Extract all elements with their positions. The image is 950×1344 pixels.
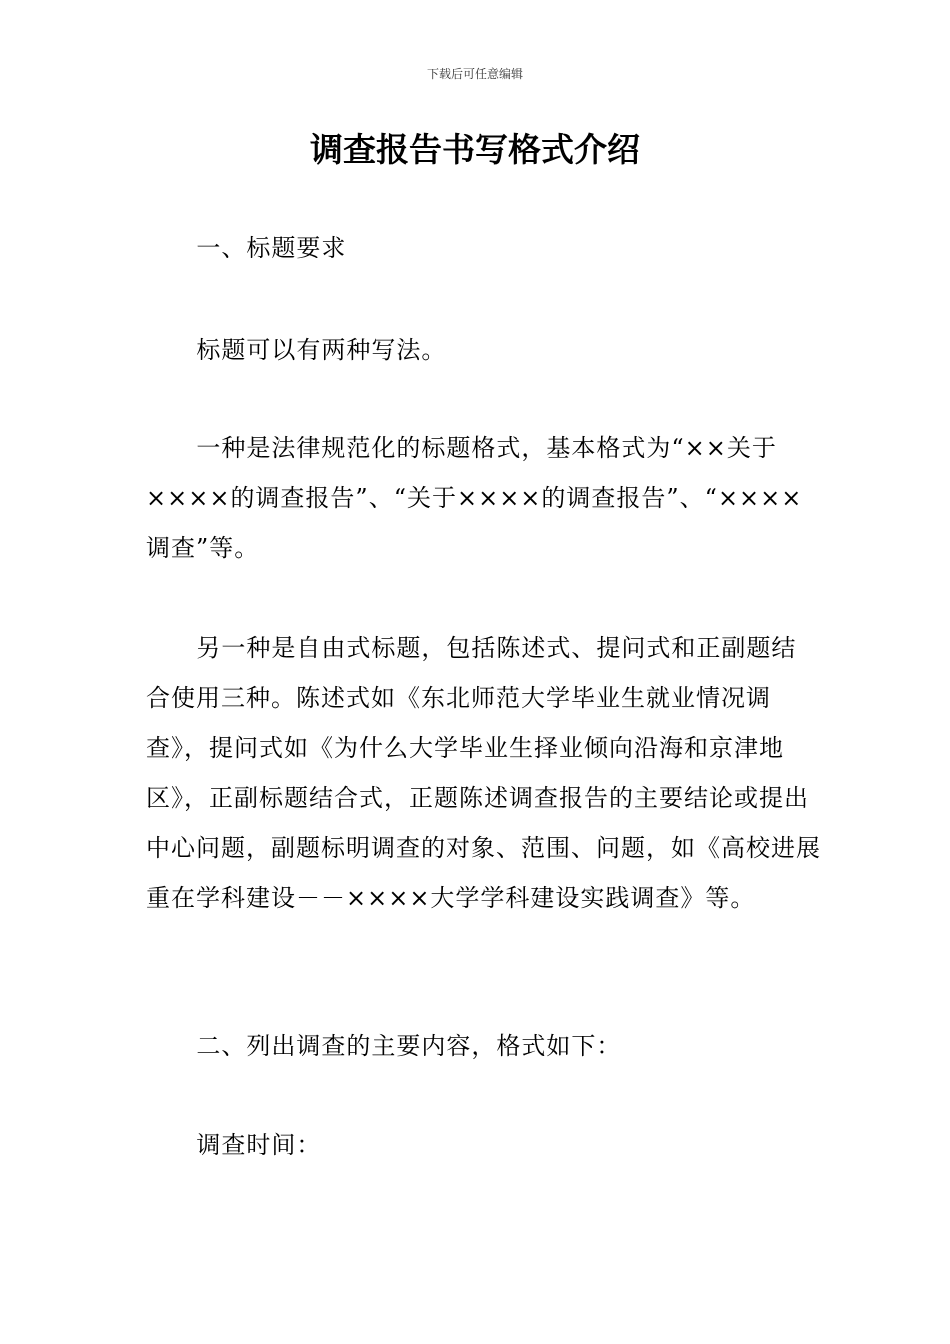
header-note: 下载后可任意编辑 xyxy=(426,67,523,81)
field-survey-time: 调查时间： xyxy=(196,1131,322,1159)
paragraph-title-ways: 标题可以有两种写法。 xyxy=(196,336,447,364)
paragraph-free-format: 另一种是自由式标题，包括陈述式、提问式和正副题结合使用三种。陈述式如《东北师范大学毕业生就业情况调查》，提问式如《为什么大学毕业生择业倾向沿海和京津地区》，正副标题结合式，正题陈述调查报告的主要结论或提出中心问题，副题标明调查的对象、范围、问题，如《高校进展重在学科建设－－××××大学学科建设实践调查》等。 xyxy=(146,634,821,912)
document-title: 调查报告书写格式介绍 xyxy=(310,130,640,169)
paragraph-standard-format: 一种是法律规范化的标题格式，基本格式为“××关于××××的调查报告”、“关于××××的调查报告”、“××××调查”等。 xyxy=(146,434,803,562)
section-heading-title-requirements: 一、标题要求 xyxy=(196,234,347,262)
section-heading-main-content: 二、列出调查的主要内容，格式如下： xyxy=(196,1032,622,1060)
